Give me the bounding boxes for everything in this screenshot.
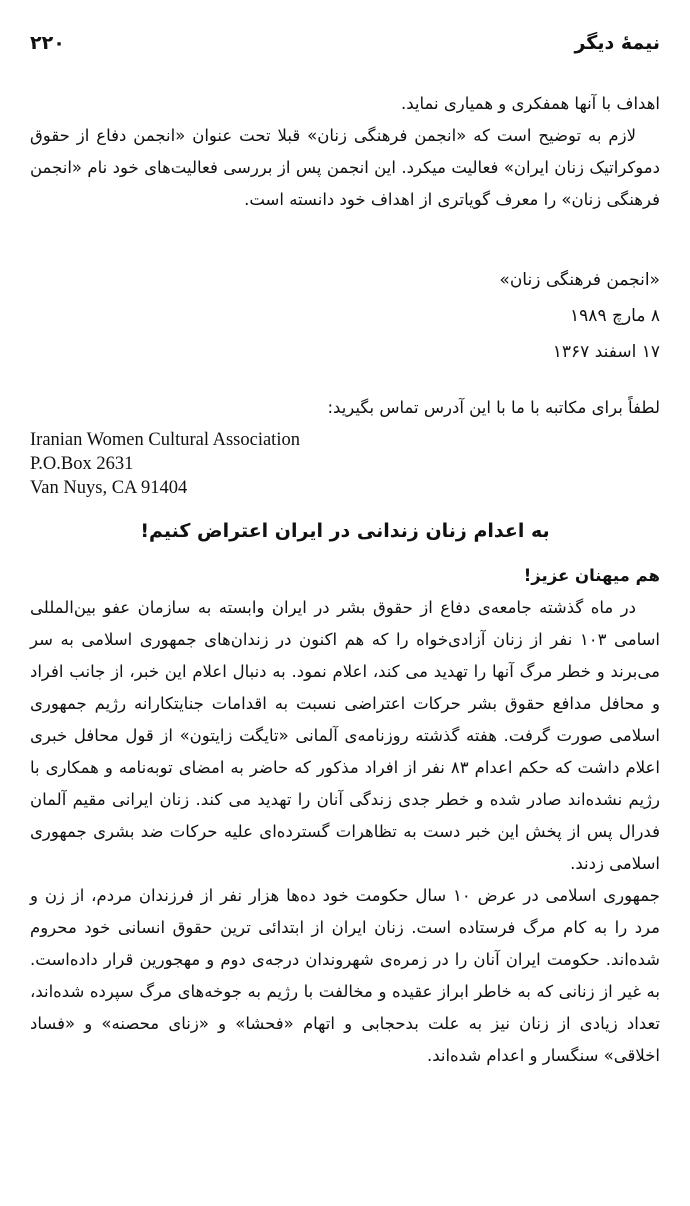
article-headline: به اعدام زنان زندانی در ایران اعتراض کنیم! (140, 520, 550, 542)
intro-line: اهداف با آنها همفکری و همیاری نماید. (400, 94, 660, 113)
signature-date-persian: ۱۷ اسفند ۱۳۶۷ (552, 342, 660, 362)
address-line-1: Iranian Women Cultural Association (30, 430, 300, 450)
intro-paragraph: لازم به توضیح است که «انجمن فرهنگی زنان» قبلا تحت عنوان «انجمن دفاع از حقوق دموکراتیک زنان ایران» فعالیت میکرد. این انجمن پس از بررسی فعالیت‌های خود نام «انجمن فرهنگی زنان» را معرف گویاتری از اهداف خود دانسته است. (30, 126, 660, 209)
article-paragraph-1: در ماه گذشته جامعه‌ی دفاع از حقوق بشر در ایران وابسته به سازمان عفو بین‌المللی اسامی ۱۰۳ نفر از زنان آزادی‌خواه را که هم اکنون در زندان‌های جمهوری اسلامی به سر می‌برند و خطر مرگ آنها را تهدید می کند، اعلام نمود. به دنبال اعلام این خبر، از جانب افراد و محافل مدافع حقوق بشر حرکات اعتراضی نسبت به اقدامات جنایتکارانه رژیم جمهوری اسلامی صورت گرفت. هفته گذشته روزنامه‌ی آلمانی «تایگت زایتون» از قول محافل خبری اعلام داشت که حکم اعدام ۸۳ نفر از افراد مذکور که حاضر به امضای توبه‌نامه و همکاری با رژیم نشده‌اند صادر شده و خطر جدی زندگی آنان را تهدید می کند. زنان ایرانی مقیم آلمان فدرال پس از پخش این خبر دست به تظاهرات گسترده‌ای علیه حرکات ضد بشری جمهوری اسلامی زدند. (30, 598, 661, 873)
intro-section (30, 88, 660, 216)
mailing-address (30, 428, 300, 500)
signature-org: «انجمن فرهنگی زنان» (499, 270, 660, 290)
article-body (30, 560, 660, 1072)
address-line-2: P.O.Box 2631 (30, 454, 134, 474)
article-salutation: هم میهنان عزیز! (523, 566, 660, 585)
page-header (30, 32, 660, 66)
address-line-3: Van Nuys, CA 91404 (30, 478, 188, 498)
article-paragraph-2: جمهوری اسلامی در عرض ۱۰ سال حکومت خود ده‌ها هزار نفر از فرزندان مردم، از زن و مرد را به کام مرگ فرستاده است. زنان ایران از ابتدائی ترین حقوق انسانی خود محروم شده‌اند. حکومت ایران آنان را در زمره‌ی شهروندان درجه‌ی دوم و مهجورین قرار داده‌است. به غیر از زنانی که به خاطر ابراز عقیده و مخالفت با رژیم به جوخه‌های مرگ سپرده شده‌اند، تعداد زیادی از زنان نیز به علت بدحجابی و اتهام «فحشا» و «زنای محصنه» و «فساد اخلاقی» سنگسار و اعدام شده‌اند. (30, 886, 660, 1065)
signature-block (30, 264, 660, 372)
signature-date-gregorian: ۸ مارچ ۱۹۸۹ (570, 306, 660, 326)
page-number: ۲۲۰ (30, 32, 65, 54)
running-title: نیمهٔ دیگر (574, 32, 660, 54)
contact-intro-block (30, 392, 660, 424)
contact-intro: لطفاً برای مکاتبه با ما با این آدرس تماس بگیرید: (327, 398, 660, 417)
